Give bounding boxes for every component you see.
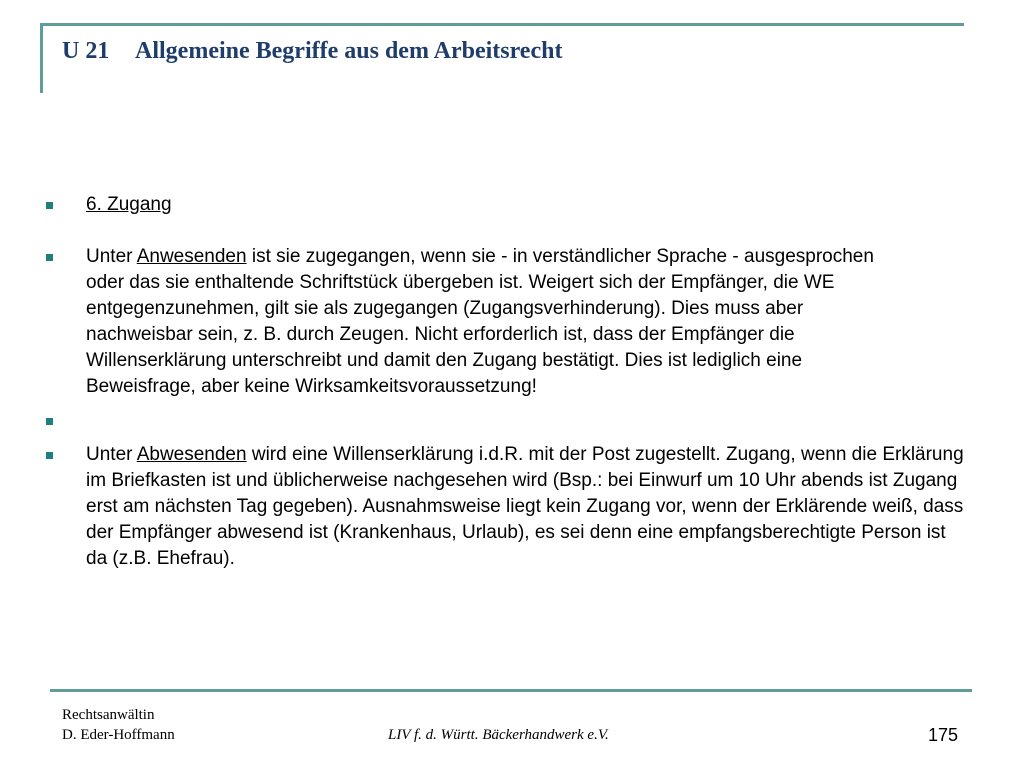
footer-author-line1: Rechtsanwältin (62, 707, 155, 723)
bullet-item-heading (46, 192, 946, 218)
title-left-rule (40, 23, 43, 93)
bullet-square-icon (46, 254, 53, 261)
bullet-item-abwesende (46, 442, 966, 572)
footer-author (62, 705, 175, 745)
para1-text: ist sie zugegangen, wenn sie - in verständlicher Sprache - ausgesprochen oder das sie enthaltende Schriftstück übergeben ist. Weigert sich der Empfänger, die WE entgegenzunehmen, gilt sie als zugegangen (Zugangsverhinderung). Dies muss aber nachweisbar sein, z. B. durch Zeugen. Nicht erforderlich ist, dass der Empfänger die Willenserklärung unterschreibt und damit den Zugang bestätigt. Dies ist lediglich eine Beweisfrage, aber keine Wirksamkeitsvoraussetzung! (86, 246, 874, 397)
page-number: 175 (928, 725, 959, 745)
para2-term: Abwesenden (136, 444, 247, 465)
footer-organization: LIV f. d. Württ. Bäckerhandwerk e.V. (388, 727, 609, 743)
slide-title (62, 38, 562, 65)
bullet-item-anwesende (46, 244, 876, 400)
footer-author-line2: D. Eder-Hoffmann (62, 727, 175, 743)
footer-rule (50, 689, 972, 692)
bullet-square-icon (46, 418, 53, 425)
title-top-rule (42, 23, 964, 26)
bullet-square-icon (46, 452, 53, 459)
para1-prefix: Unter (86, 246, 137, 267)
section-heading: 6. Zugang (86, 194, 172, 215)
para1-term: Anwesenden (136, 246, 247, 267)
slide-title-number: U 21 (62, 38, 110, 64)
para2-text: wird eine Willenserklärung i.d.R. mit der Post zugestellt. Zugang, wenn die Erklärung im Briefkasten ist und üblicherweise nachgesehen wird (Bsp.: bei Einwurf um 10 Uhr abends ist Zugang erst am nächsten Tag gegeben). Ausnahmsweise liegt kein Zugang vor, wenn der Erklärende weiß, dass der Empfänger abwesend ist (Krankenhaus, Urlaub), es sei denn eine empfangsberechtigte Person ist da (z.B. Ehefrau). (86, 444, 964, 569)
bullet-item-empty (46, 408, 946, 434)
slide-title-text: Allgemeine Begriffe aus dem Arbeitsrecht (135, 38, 563, 64)
bullet-list (46, 192, 964, 572)
bullet-square-icon (46, 202, 53, 209)
para2-prefix: Unter (86, 444, 137, 465)
